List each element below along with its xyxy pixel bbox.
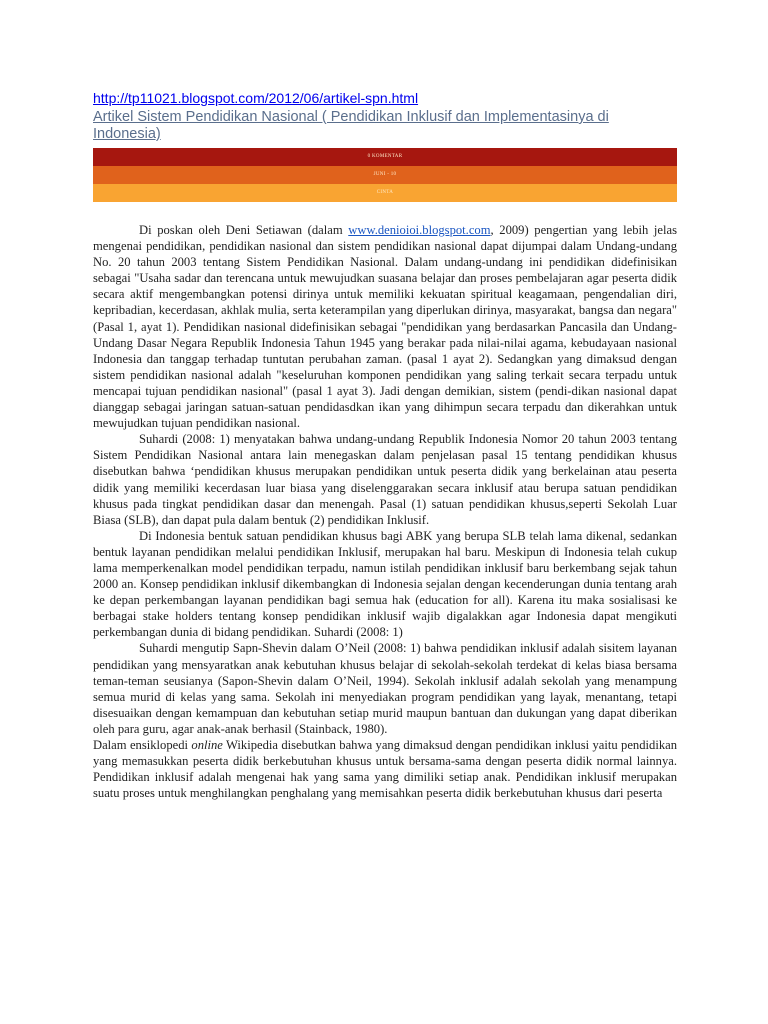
paragraph-1 <box>93 222 677 431</box>
article-body <box>93 222 677 801</box>
paragraph-5-rest: Wikipedia disebutkan bahwa yang dimaksud dengan pendidikan inklusi yaitu pendidikan yang memasukkan peserta didik berkebutuhan khusus untuk bersama-sama dengan peserta didik normal lainnya. Pendidikan inklusif adalah mengenai hak yang sama yang dimiliki setiap anak. Pendidikan inklusif merupakan suatu proses untuk menghilangkan penghalang yang memisahkan peserta didik berkebutuhan khusus dari peserta <box>93 738 677 801</box>
paragraph-5-intro: Dalam ensiklopedi <box>93 738 192 752</box>
paragraph-4: Suhardi mengutip Sapn-Shevin dalam O’Neil (2008: 1) bahwa pendidikan inklusif adalah sisitem layanan pendidikan yang mensyaratkan anak kebutuhan khusus belajar di sekolah-sekolah terdekat di kelas biasa bersama teman-teman seusianya (Sapon-Shevin dalam O’Neil, 1994). Sekolah inklusif adalah sekolah yang menampung semua murid di kelas yang sama. Sekolah ini menyediakan program pendidikan yang layak, menantang, tetapi disesuaikan dengan kemampuan dan kebutuhan setiap murid maupun bantuan dan dukungan yang dapat diberikan oleh para guru, agar anak-anak berhasil (Stainback, 1980). <box>93 641 677 736</box>
document-page <box>93 90 677 801</box>
paragraph-1-rest: , 2009) pengertian yang lebih jelas mengenai pendidikan, pendidikan nasional dan sistem pendidikan nasional dapat dijumpai dalam Undang-undang No. 20 tahun 2003 tentang Sistem Pendidikan Nasional. Dalam undang-undang ini pendidikan didefinisikan sebagai "Usaha sadar dan terencana untuk mewujudkan suasana belajar dan proses pembelajaran agar peserta didik secara aktif mengembangkan potensi dirinya untuk memiliki kekuatan spiritual keagamaan, pengendalian diri, kepribadian, kecerdasan, akhlak mulia, serta keterampilan yang diperlukan dirinya, masyarakat, bangsa dan negara" (Pasal 1, ayat 1). Pendidikan nasional didefinisikan sebagai "pendidikan yang berdasarkan Pancasila dan Undang-Undang Dasar Negara Republik Indonesia Tahun 1945 yang berakar pada nilai-nilai agama, kebudayaan nasional Indonesia dan tanggap terhadap tuntutan perubahan zaman. (pasal 1 ayat 2). Sedangkan yang dimaksud dengan sistem pendidikan nasional adalah "keseluruhan komponen pendidikan yang saling terkait secara terpadu untuk mencapai tujuan pendidikan nasional" (pasal 1 ayat 3). Jadi dengan demikian, sistem (pendi-dikan nasional dapat dianggap sebagai jaringan satuan-satuan pendidasdkan ikan yang dihimpun secara terpadu dan dikerahkan untuk mewujudkan tujuan pendidikan nasional. <box>93 223 677 431</box>
paragraph-3: Di Indonesia bentuk satuan pendidikan khusus bagi ABK yang berupa SLB telah lama dikenal, sedankan bentuk layanan pendidikan melalui pendidikan Inklusif, merupakan hal baru. Meskipun di Indonesia telah cukup lama memperkenalkan model pendidikan terpadu, namun istilah pendidikan inklusif baru berkembang sejak tahun 2000 an. Konsep pendidikan inklusif dikembangkan di Indonesia sejalan dengan kecenderungan dunia tentang arah ke depan perkembangan layanan pendidikan bagi semua hak (education for all). Karena itu maka sosialisasi ke berbagai stake holders tentang konsep pendidikan inklusif wajib digalakkan agar Indonesia dapat mengikuti perkembangan dunia di bidang pendidikan. Suhardi (2008: 1) <box>93 528 677 640</box>
source-url-link[interactable]: http://tp11021.blogspot.com/2012/06/artikel-spn.html <box>93 90 419 106</box>
article-title-text[interactable]: Artikel Sistem Pendidikan Nasional ( Pendidikan Inklusif dan Implementasinya di Indonesia) <box>93 109 609 142</box>
article-title <box>93 109 677 143</box>
paragraph-5 <box>93 737 677 801</box>
comments-bar[interactable]: 0 KOMENTAR <box>93 148 677 166</box>
date-bar: JUNI - 10 <box>93 166 677 184</box>
blog-link[interactable]: www.denioioi.blogspot.com <box>348 223 491 237</box>
paragraph-2: Suhardi (2008: 1) menyatakan bahwa undang-undang Republik Indonesia Nomor 20 tahun 2003 tentang Sistem Pendidikan Nasional antara lain menegaskan dalam penjelasan pasal 15 tentang pendidikan khusus disebutkan bahwa ‘pendidikan khusus merupakan pendidikan untuk peserta didik yang berkelainan atau peserta didik yang memiliki kecerdasan luar biasa yang diselenggarakan secara inklusif atau berupa satuan pendidikan khusus pada tingkat pendidikan dasar dan menengah. Pasal (1) satuan pendidikan khusus,seperti Sekolah Luar Biasa (SLB), dan dapat pula dalam bentuk (2) pendidikan Inklusif. <box>93 432 677 527</box>
meta-bars <box>93 148 677 202</box>
online-emphasis: online <box>191 738 223 752</box>
paragraph-1-intro: Di poskan oleh Deni Setiawan (dalam <box>139 223 349 237</box>
label-bar[interactable]: CINTA <box>93 184 677 202</box>
